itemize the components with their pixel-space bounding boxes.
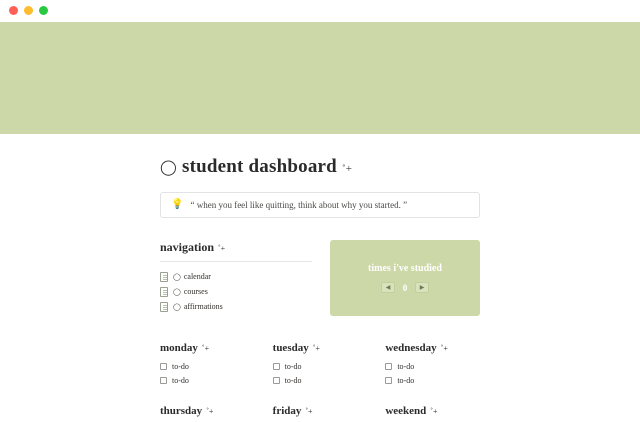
todo-item[interactable] <box>273 359 368 373</box>
day-heading <box>160 342 255 354</box>
study-counter-value: 0 <box>402 282 408 293</box>
day-heading <box>385 342 480 354</box>
page-icon <box>160 287 168 297</box>
page-icon <box>160 272 168 282</box>
sidebar-item-label: affirmations <box>183 302 223 311</box>
day-heading-decoration: ˚+ <box>201 344 210 353</box>
moon-icon: ◯ <box>173 272 181 281</box>
page-title-decoration: ˚+ <box>341 163 353 175</box>
study-counter-column <box>330 240 480 316</box>
day-column-wednesday <box>385 342 480 387</box>
page-body <box>0 134 640 417</box>
day-heading-text: tuesday <box>272 342 309 354</box>
sidebar-item-label: courses <box>183 287 208 296</box>
todo-label: to-do <box>172 375 189 385</box>
page-title-text: student dashboard <box>182 156 337 177</box>
day-heading-text: weekend <box>385 405 427 417</box>
day-heading <box>160 405 255 417</box>
day-heading-text: thursday <box>160 405 203 417</box>
moon-icon: ◯ <box>160 160 177 176</box>
minimize-window-button[interactable] <box>24 6 33 15</box>
todo-item[interactable] <box>160 373 255 387</box>
todo-label: to-do <box>172 361 189 371</box>
moon-icon: ◯ <box>173 287 181 296</box>
study-counter-controls <box>381 282 429 293</box>
day-heading-text: monday <box>160 342 198 354</box>
day-heading <box>273 405 368 417</box>
upper-columns <box>160 240 480 316</box>
page-icon <box>160 302 168 312</box>
day-heading <box>385 405 480 417</box>
todo-label: to-do <box>284 375 302 385</box>
todo-label: to-do <box>397 375 415 385</box>
sidebar-item-courses[interactable] <box>160 284 312 299</box>
day-heading-decoration: ˚+ <box>312 344 320 353</box>
day-column-monday <box>160 342 255 387</box>
window-titlebar <box>0 0 640 22</box>
todo-label: to-do <box>284 361 302 371</box>
navigation-heading-text: navigation <box>160 240 215 254</box>
navigation-heading-decoration: ˚+ <box>218 244 226 253</box>
checkbox-icon[interactable] <box>273 363 280 370</box>
day-heading-text: wednesday <box>385 342 437 354</box>
todo-item[interactable] <box>160 359 255 373</box>
weekday-grid-row-1 <box>160 342 480 387</box>
todo-item[interactable] <box>273 373 368 387</box>
page-cover-image <box>0 22 640 134</box>
quote-text: “ when you feel like quitting, think about why you started. ” <box>190 200 408 210</box>
checkbox-icon[interactable] <box>385 377 392 384</box>
moon-icon: ◯ <box>173 302 181 311</box>
decrement-button[interactable]: ◀ <box>381 282 395 293</box>
checkbox-icon[interactable] <box>160 363 167 370</box>
divider <box>160 261 312 262</box>
page-content <box>160 134 480 422</box>
sidebar-item-calendar[interactable] <box>160 269 312 284</box>
navigation-column <box>160 240 312 314</box>
day-heading <box>273 342 368 354</box>
lightbulb-icon: 💡 <box>171 199 184 210</box>
study-counter-card <box>330 240 480 316</box>
close-window-button[interactable] <box>9 6 18 15</box>
sidebar-item-label: calendar <box>183 272 211 281</box>
day-column-friday <box>273 405 368 422</box>
todo-item[interactable] <box>385 359 480 373</box>
day-column-tuesday <box>273 342 368 387</box>
day-heading-decoration: ˚+ <box>206 407 214 416</box>
sidebar-item-affirmations[interactable] <box>160 299 312 314</box>
day-heading-decoration: ˚+ <box>430 407 438 416</box>
todo-item[interactable] <box>385 373 480 387</box>
weekday-grid-row-2 <box>160 405 480 422</box>
page-title <box>160 156 480 178</box>
day-heading-decoration: ˚+ <box>440 344 448 353</box>
day-column-thursday <box>160 405 255 422</box>
checkbox-icon[interactable] <box>385 363 392 370</box>
study-counter-title: times i've studied <box>368 263 442 274</box>
quote-callout[interactable] <box>160 192 480 218</box>
day-column-weekend <box>385 405 480 422</box>
todo-label: to-do <box>397 361 415 371</box>
day-heading-text: friday <box>272 405 302 417</box>
checkbox-icon[interactable] <box>273 377 280 384</box>
navigation-heading <box>160 240 312 255</box>
increment-button[interactable]: ▶ <box>415 282 429 293</box>
zoom-window-button[interactable] <box>39 6 48 15</box>
checkbox-icon[interactable] <box>160 377 167 384</box>
day-heading-decoration: ˚+ <box>305 407 313 416</box>
